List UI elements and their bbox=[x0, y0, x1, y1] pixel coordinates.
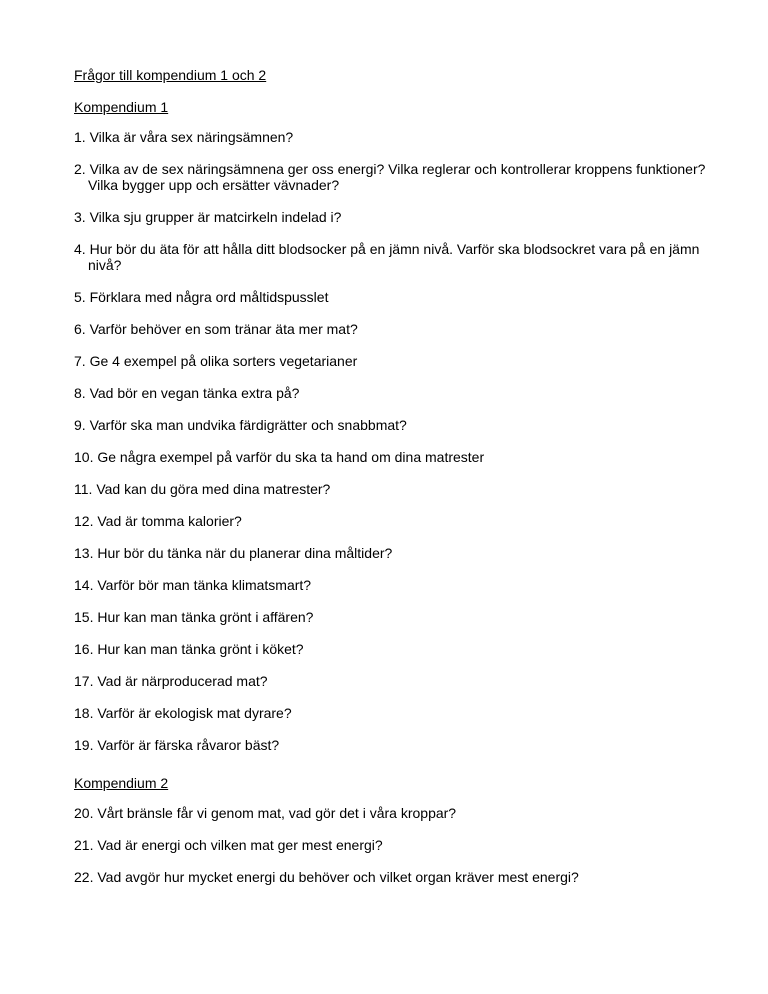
question-line bbox=[74, 513, 714, 529]
question-item bbox=[74, 241, 714, 273]
question-number: 2. bbox=[74, 161, 86, 177]
question-line bbox=[74, 449, 714, 465]
question-text: Vad kan du göra med dina matrester? bbox=[96, 481, 331, 497]
question-number: 10. bbox=[74, 449, 94, 465]
question-text: Ge 4 exempel på olika sorters vegetarianer bbox=[89, 353, 358, 369]
question-number: 6. bbox=[74, 321, 86, 337]
question-line bbox=[74, 641, 714, 657]
section-heading: Kompendium 1 bbox=[74, 99, 169, 115]
section-kompendium-1 bbox=[74, 99, 714, 753]
question-number: 8. bbox=[74, 385, 86, 401]
question-item bbox=[74, 737, 714, 753]
question-text: Vilka sju grupper är matcirkeln indelad i? bbox=[89, 209, 342, 225]
question-line bbox=[74, 289, 714, 305]
question-line bbox=[74, 869, 714, 885]
question-text: Vad är tomma kalorier? bbox=[97, 513, 242, 529]
question-line bbox=[74, 321, 714, 337]
question-item bbox=[74, 577, 714, 593]
question-item bbox=[74, 673, 714, 689]
question-number: 11. bbox=[74, 481, 93, 497]
question-body bbox=[74, 577, 714, 593]
question-text: Varför ska man undvika färdigrätter och snabbmat? bbox=[89, 417, 407, 433]
question-line bbox=[74, 545, 714, 561]
question-body bbox=[74, 449, 714, 465]
question-number: 21. bbox=[74, 837, 94, 853]
question-body bbox=[74, 805, 714, 821]
question-body bbox=[74, 641, 714, 657]
question-number: 12. bbox=[74, 513, 94, 529]
question-number: 7. bbox=[74, 353, 86, 369]
question-text: Förklara med några ord måltidspusslet bbox=[89, 289, 329, 305]
question-body bbox=[74, 673, 714, 689]
question-item bbox=[74, 641, 714, 657]
question-number: 4. bbox=[74, 241, 86, 257]
question-number: 19. bbox=[74, 737, 94, 753]
question-line bbox=[74, 481, 714, 497]
question-item bbox=[74, 289, 714, 305]
question-body bbox=[74, 289, 714, 305]
question-text: Hur kan man tänka grönt i affären? bbox=[97, 609, 314, 625]
question-number: 22. bbox=[74, 869, 94, 885]
question-item bbox=[74, 353, 714, 369]
question-line bbox=[74, 705, 714, 721]
question-body bbox=[74, 513, 714, 529]
question-number: 13. bbox=[74, 545, 94, 561]
question-line bbox=[74, 805, 714, 821]
question-number: 20. bbox=[74, 805, 94, 821]
question-text: Vad är närproducerad mat? bbox=[97, 673, 268, 689]
question-item bbox=[74, 209, 714, 225]
question-body bbox=[74, 481, 714, 497]
question-item bbox=[74, 321, 714, 337]
question-number: 17. bbox=[74, 673, 94, 689]
question-item bbox=[74, 385, 714, 401]
question-item bbox=[74, 417, 714, 433]
question-item bbox=[74, 609, 714, 625]
question-text: Varför är färska råvaror bäst? bbox=[97, 737, 280, 753]
question-number: 14. bbox=[74, 577, 94, 593]
question-body bbox=[74, 209, 714, 225]
question-body bbox=[74, 321, 714, 337]
question-line bbox=[74, 241, 714, 273]
section-kompendium-2 bbox=[74, 775, 714, 885]
question-text: Hur bör du tänka när du planerar dina måltider? bbox=[97, 545, 393, 561]
question-text: Vad bör en vegan tänka extra på? bbox=[89, 385, 300, 401]
question-body bbox=[74, 837, 714, 853]
question-line bbox=[74, 577, 714, 593]
question-body bbox=[74, 609, 714, 625]
question-body bbox=[74, 161, 714, 193]
question-text: Hur bör du äta för att hålla ditt blodsocker på en jämn nivå. Varför ska blodsockret vara på en jämn nivå? bbox=[88, 241, 700, 273]
question-text: Vad är energi och vilken mat ger mest energi? bbox=[97, 837, 383, 853]
question-text: Vad avgör hur mycket energi du behöver och vilket organ kräver mest energi? bbox=[97, 869, 579, 885]
question-line bbox=[74, 353, 714, 369]
question-list bbox=[74, 129, 714, 753]
question-line bbox=[74, 129, 714, 145]
question-text: Varför bör man tänka klimatsmart? bbox=[97, 577, 312, 593]
question-text: Varför behöver en som tränar äta mer mat? bbox=[89, 321, 358, 337]
question-item bbox=[74, 481, 714, 497]
question-number: 1. bbox=[74, 129, 86, 145]
question-body bbox=[74, 129, 714, 145]
question-number: 15. bbox=[74, 609, 94, 625]
question-body bbox=[74, 545, 714, 561]
question-number: 16. bbox=[74, 641, 94, 657]
question-body bbox=[74, 353, 714, 369]
question-text: Vårt bränsle får vi genom mat, vad gör det i våra kroppar? bbox=[97, 805, 457, 821]
question-line bbox=[74, 673, 714, 689]
question-item bbox=[74, 161, 714, 193]
document-page bbox=[74, 67, 714, 901]
document-title: Frågor till kompendium 1 och 2 bbox=[74, 67, 267, 83]
question-item bbox=[74, 129, 714, 145]
question-text: Varför är ekologisk mat dyrare? bbox=[97, 705, 292, 721]
question-body bbox=[74, 705, 714, 721]
question-line bbox=[74, 417, 714, 433]
question-line bbox=[74, 737, 714, 753]
question-line bbox=[74, 209, 714, 225]
question-text: Vilka av de sex näringsämnena ger oss energi? Vilka reglerar och kontrollerar kroppens funktioner? Vilka bygger upp och ersätter vävnader? bbox=[88, 161, 706, 193]
question-number: 18. bbox=[74, 705, 94, 721]
question-item bbox=[74, 805, 714, 821]
question-line bbox=[74, 837, 714, 853]
question-text: Hur kan man tänka grönt i köket? bbox=[97, 641, 304, 657]
question-text: Ge några exempel på varför du ska ta hand om dina matrester bbox=[97, 449, 485, 465]
question-number: 5. bbox=[74, 289, 86, 305]
question-body bbox=[74, 241, 714, 273]
section-heading: Kompendium 2 bbox=[74, 775, 169, 791]
question-item bbox=[74, 869, 714, 885]
question-number: 9. bbox=[74, 417, 86, 433]
question-body bbox=[74, 737, 714, 753]
question-list bbox=[74, 805, 714, 885]
question-text: Vilka är våra sex näringsämnen? bbox=[89, 129, 294, 145]
question-item bbox=[74, 837, 714, 853]
question-item bbox=[74, 513, 714, 529]
question-line bbox=[74, 161, 714, 193]
question-body bbox=[74, 385, 714, 401]
question-item bbox=[74, 449, 714, 465]
question-number: 3. bbox=[74, 209, 86, 225]
question-body bbox=[74, 417, 714, 433]
question-line bbox=[74, 385, 714, 401]
question-body bbox=[74, 869, 714, 885]
question-line bbox=[74, 609, 714, 625]
question-item bbox=[74, 545, 714, 561]
question-item bbox=[74, 705, 714, 721]
